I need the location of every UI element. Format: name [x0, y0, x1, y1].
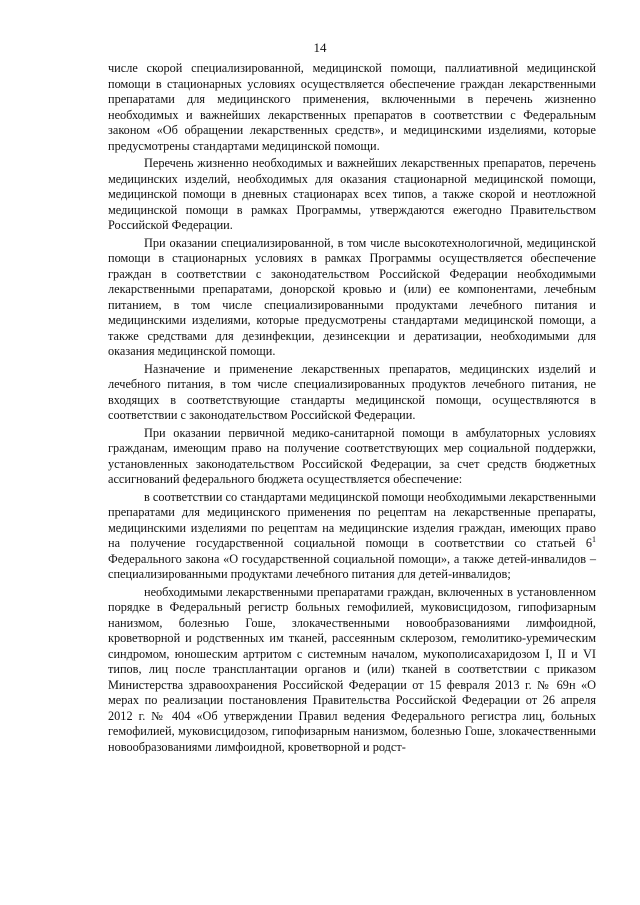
superscript-article-number: 1: [592, 534, 596, 544]
paragraph-6-text-start: в соответствии со стандартами медицинской помощи необходимыми лекарственными препаратами для медицинского применения по рецептам на лекарственные препараты, медицинскими изделиями по рецептам на медицинские изделия граждан, имеющих право на получение государственной социальной помощи в соответствии со статьей 6: [108, 489, 596, 550]
paragraph-4: Назначение и применение лекарственных препаратов, медицинских изделий и лечебного питания, в том числе специализированных продуктов лечебного питания, не входящих в соответствующие стандарты медицинской помощи, осуществляются в соответствии с законодательством Российской Федерации.: [108, 361, 596, 422]
paragraph-7: необходимыми лекарственными препаратами граждан, включенных в установленном порядке в Федеральный регистр больных гемофилией, муковисцидозом, гипофизарным нанизмом, болезнью Гоше, злокачественными новообразованиями лимфоидной, кроветворной и родственных им тканей, рассеянным склерозом, гемолитико-уремическим синдромом, юношеским артритом с системным началом, мукополисахаридозом I, II и VI типов, лиц после трансплантации органов и (или) тканей в соответствии с приказом Министерства здравоохранения Российской Федерации от 15 февраля 2013 г. № 69н «О мерах по реализации постановления Правительства Российской Федерации от 26 апреля 2012 г. № 404 «Об утверждении Правил ведения Федерального регистра лиц, больных гемофилией, муковисцидозом, гипофизарным нанизмом, болезнью Гоше, злокачественными новообразованиями лимфоидной, кроветворной и родст-: [108, 584, 596, 754]
document-body: [108, 61, 596, 757]
paragraph-5: При оказании первичной медико-санитарной помощи в амбулаторных условиях гражданам, имеющим право на получение соответствующих мер социальной поддержки, установленных законодательством Российской Федерации, за счет средств бюджетных ассигнований федерального бюджета осуществляется обеспечение:: [108, 425, 596, 486]
paragraph-3: При оказании специализированной, в том числе высокотехнологичной, медицинской помощи в стационарных условиях в рамках Программы осуществляется обеспечение граждан в соответствии с законодательством Российской Федерации необходимыми лекарственными препаратами, донорской кровью и (или) ее компонентами, лечебным питанием, в том числе специализированными продуктами лечебного питания и медицинскими изделиями, которые предусмотрены стандартами медицинской помощи, а также средствами для дезинфекции, дезинсекции и дератизации, необходимыми для оказания медицинской помощи.: [108, 235, 596, 358]
paragraph-1: числе скорой специализированной, медицинской помощи, паллиативной медицинской помощи в стационарных условиях осуществляется обеспечение граждан лекарственными препаратами для медицинского применения, включенными в перечень жизненно необходимых и важнейших лекарственных препаратов в соответствии с Федеральным законом «Об обращении лекарственных средств», и медицинскими изделиями, которые предусмотрены стандартами медицинской помощи.: [108, 61, 596, 153]
paragraph-6-text-end: Федерального закона «О государственной социальной помощи», а также детей-инвалидов – специализированными продуктами лечебного питания для детей-инвалидов;: [108, 551, 596, 581]
paragraph-2: Перечень жизненно необходимых и важнейших лекарственных препаратов, перечень медицинских изделий, необходимых для оказания стационарной медицинской помощи, медицинской помощи в дневных стационарах всех типов, а также скорой и неотложной медицинской помощи в рамках Программы, утверждаются ежегодно Правительством Российской Федерации.: [108, 156, 596, 232]
page-number: 14: [313, 40, 327, 55]
paragraph-6: [108, 490, 596, 583]
